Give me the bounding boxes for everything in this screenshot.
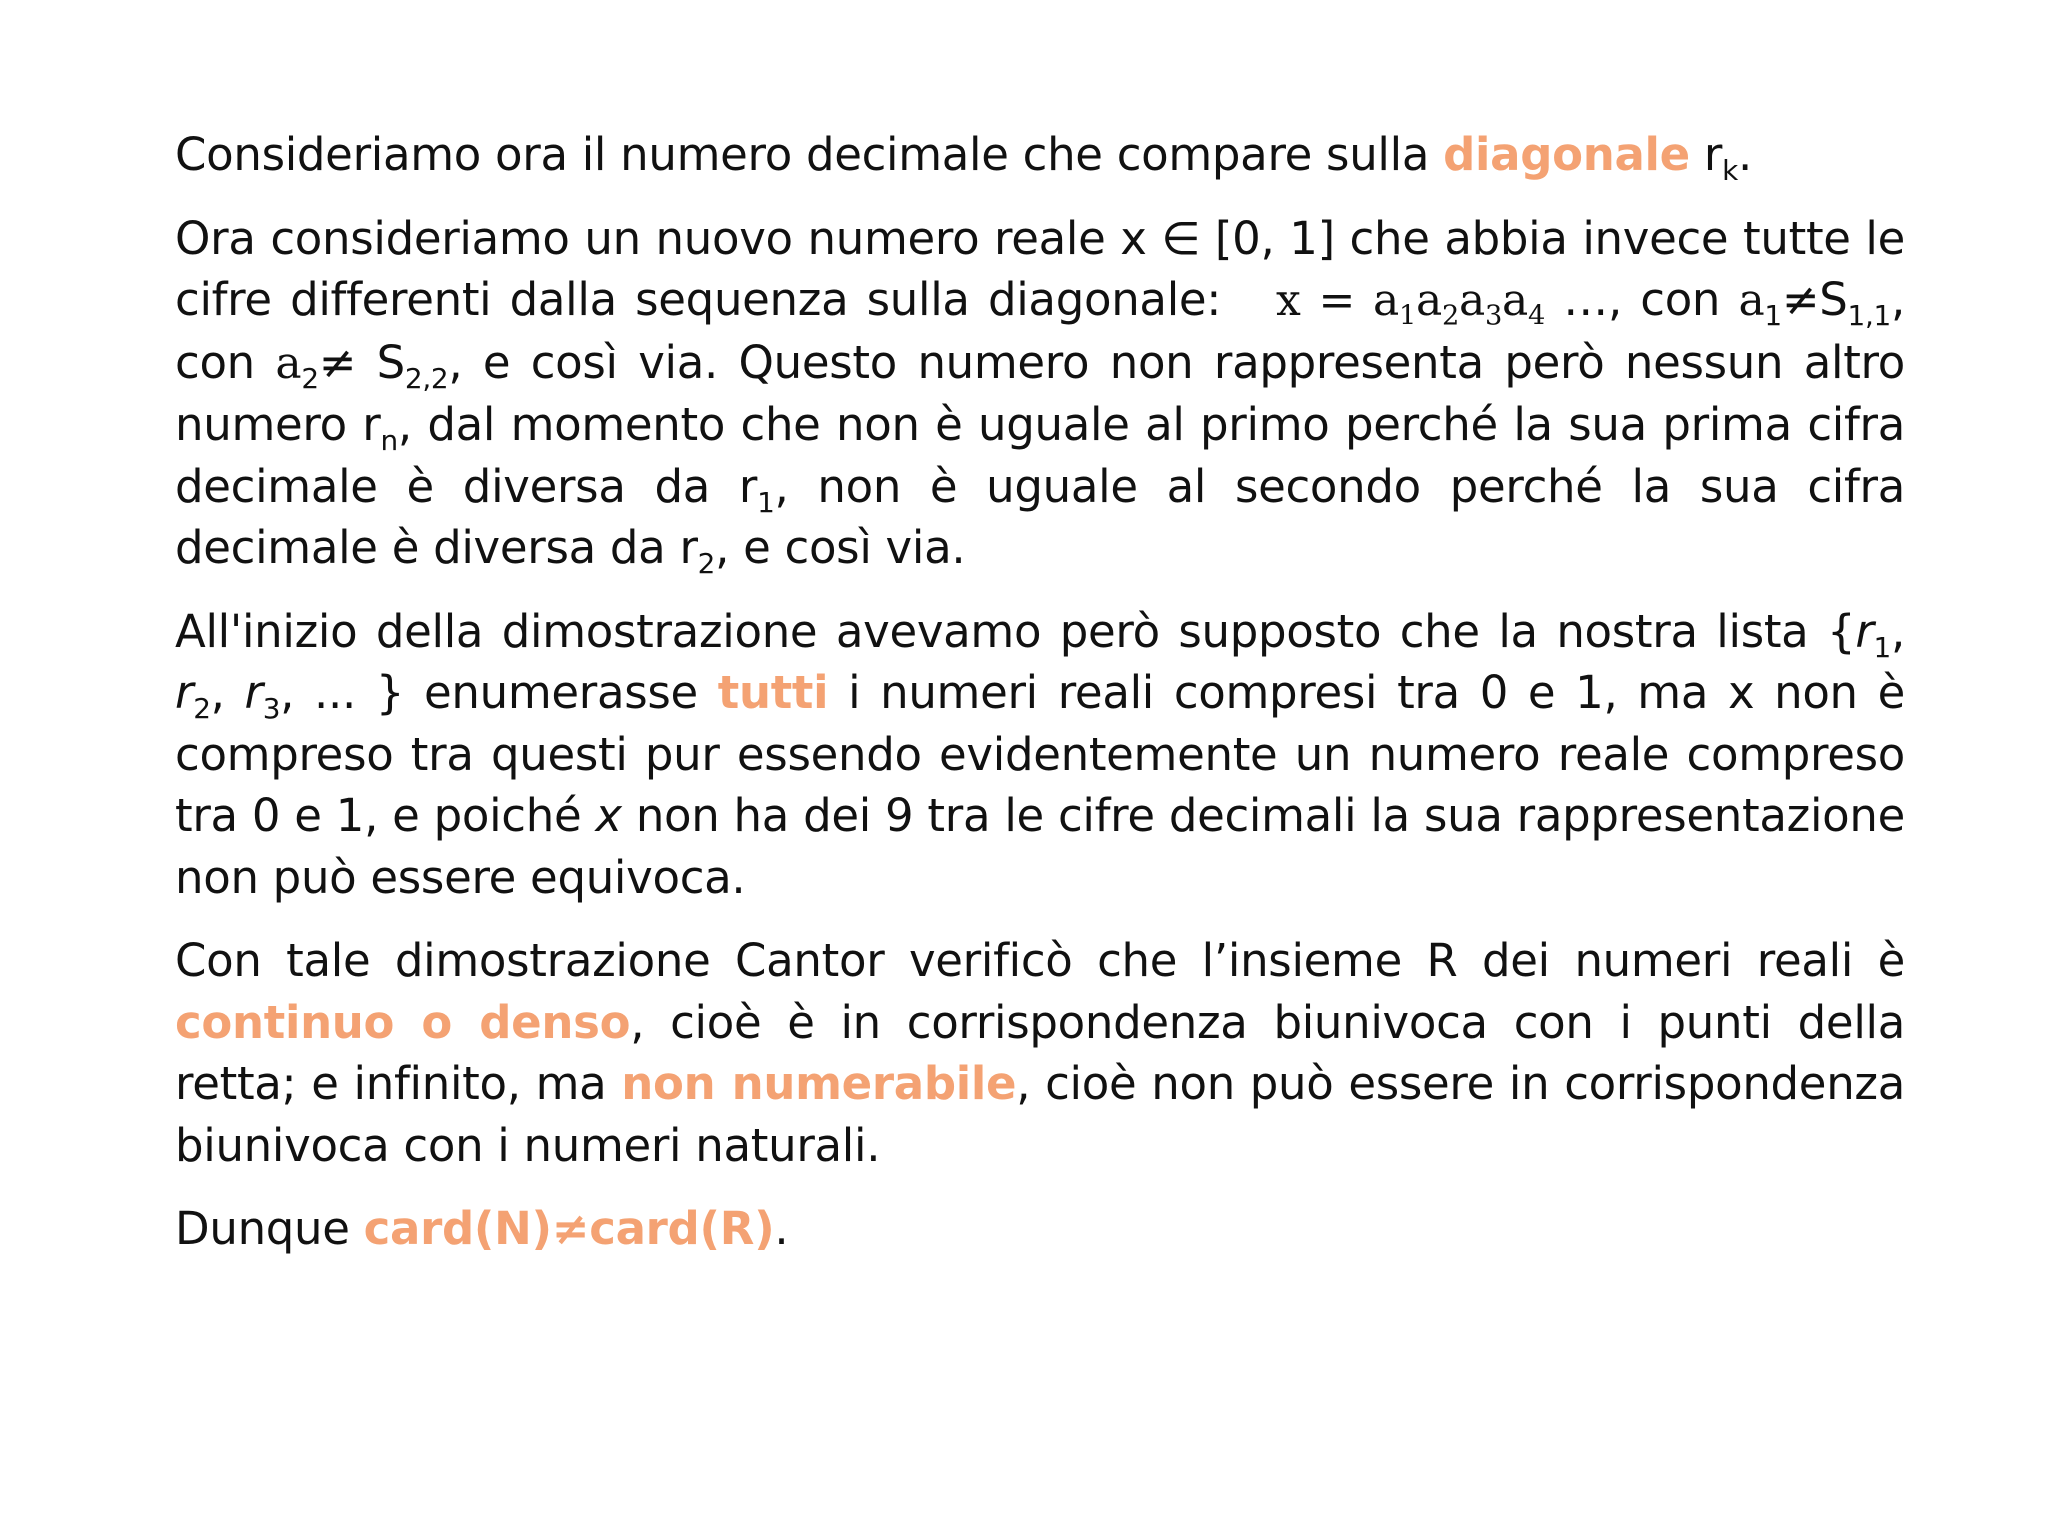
p5-end: . [774, 1202, 789, 1255]
a1-var: a [1738, 275, 1765, 326]
p1-r: r [1703, 128, 1723, 181]
p3-end: non ha dei 9 tra le cifre decimali la sua rappresentazione non può essere equivoca. [175, 789, 1905, 904]
eq-sub-3: 3 [1484, 300, 1502, 332]
paragraph-cardinality [175, 1198, 1905, 1260]
highlight-continuo-denso: continuo o denso [175, 995, 631, 1049]
p1-text: Consideriamo ora il numero decimale che compare sulla [175, 128, 1444, 181]
eq-sub-1: 1 [1398, 300, 1416, 332]
eq-a2: a [1416, 275, 1442, 326]
list-sep-1: , [1890, 604, 1905, 658]
list-sep-2: , [210, 666, 245, 719]
eq-a3: a [1459, 275, 1485, 326]
p4-start: Con tale dimostrazione Cantor verificò che l’insieme R dei numeri reali è [175, 934, 1905, 987]
p2-tail4: , e così via. [715, 521, 966, 574]
paragraph-conclusion [175, 930, 1905, 1176]
p2-con: , con [175, 273, 1905, 389]
highlight-tutti: tutti [717, 666, 829, 719]
a1-sub: 1 [1764, 298, 1782, 332]
eq-sub-4: 4 [1527, 300, 1545, 332]
a2-var: a [275, 337, 302, 389]
p2-eq-tail: …, con [1545, 273, 1721, 326]
equation-x [1276, 275, 1545, 332]
list-sub-3: 3 [262, 691, 281, 725]
s22-sub: 2,2 [404, 361, 449, 395]
list-r2: r [175, 666, 194, 719]
paragraph-contradiction [175, 601, 1905, 909]
p2-tail3: , non è uguale al secondo perché la sua cifra decimale è diversa da r [175, 459, 1905, 574]
p4-end: , cioè non può essere in corrispondenza biunivoca con i numeri naturali. [175, 1057, 1906, 1172]
p2-intro: Ora consideriamo un nuovo numero reale x ∈ [0, 1] che abbia invece tutte le cifre differenti dalla sequenza sulla diagonale: [175, 211, 1905, 326]
slide-body [175, 124, 1905, 1282]
highlight-diagonale: diagonale [1443, 128, 1690, 181]
eq-sub-2: 2 [1441, 300, 1459, 332]
list-r1: r [1855, 604, 1874, 658]
var-x: x [595, 789, 622, 842]
p5-start: Dunque [175, 1202, 364, 1255]
p3-mid: i numeri reali compresi tra 0 e 1, ma x non è compreso tra questi pur essendo evidentemente un numero reale compreso tra 0 e 1, e poiché [175, 666, 1905, 842]
paragraph-diagonal [175, 124, 1905, 186]
p4-mid: , cioè è in corrispondenza biunivoca con i punti della retta; e infinito, ma [175, 995, 1905, 1110]
highlight-cardinality: card(N)≠card(R) [363, 1202, 775, 1255]
r2-sub: 2 [697, 546, 716, 580]
highlight-non-numerabile: non numerabile [621, 1057, 1017, 1110]
neq-s: ≠S [1781, 273, 1848, 326]
list-sub-1: 1 [1873, 630, 1891, 664]
list-r3: r [244, 666, 263, 719]
eq-a4: a [1502, 275, 1528, 326]
p1-end: . [1737, 128, 1752, 181]
p2-tail2: , dal momento che non è uguale al primo perché la sua prima cifra decimale è diversa da r [175, 398, 1905, 513]
paragraph-new-number [175, 208, 1905, 579]
r1-sub: 1 [757, 485, 775, 519]
p3-ellipsis: , ... } enumerasse [280, 666, 718, 719]
p1-r-sub: k [1722, 153, 1738, 187]
list-sub-2: 2 [193, 691, 211, 725]
eq-x: x = a [1276, 275, 1399, 326]
s11-sub: 1,1 [1847, 298, 1891, 332]
p2-tail1: , e così via. Questo numero non rappresenta però nessun altro numero r [175, 335, 1905, 451]
a2-sub: 2 [301, 361, 319, 395]
rn-sub: n [380, 423, 398, 457]
neq-s2: ≠ S [318, 335, 405, 389]
p3-start: All'inizio della dimostrazione avevamo però supposto che la nostra lista { [175, 604, 1856, 658]
